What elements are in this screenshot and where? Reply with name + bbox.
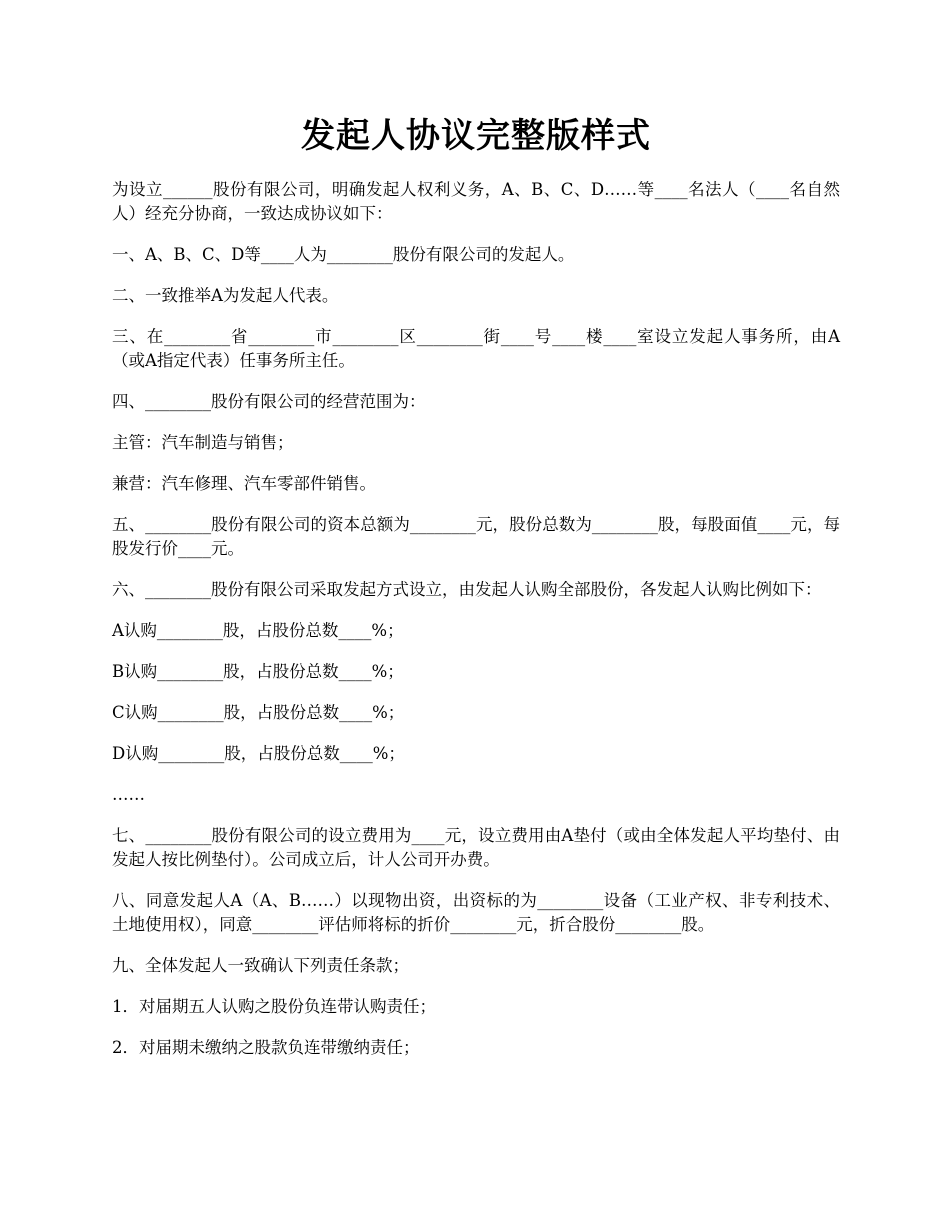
subscription-d: D认购________股，占股份总数____%； (112, 744, 405, 763)
clause-5: 五、________股份有限公司的资本总额为________元，股份总数为________股，每股面值____元，每股发行价____元。 (112, 515, 840, 558)
ellipsis-line: …… (112, 785, 145, 804)
clause-6: 六、________股份有限公司采取发起方式设立，由发起人认购全部股份，各发起人认购比例如下： (112, 580, 822, 599)
clause-2: 二、一致推举A为发起人代表。 (112, 286, 339, 305)
document-body (112, 178, 840, 1077)
clause-7: 七、________股份有限公司的设立费用为____元，设立费用由A垫付（或由全体发起人平均垫付、由发起人按比例垫付）。公司成立后，计人公司开办费。 (112, 826, 840, 869)
liability-item-1: 1．对届期五人认购之股份负连带认购责任； (112, 997, 436, 1016)
document-title: 发起人协议完整版样式 (301, 116, 651, 156)
clause-1: 一、A、B、C、D等____人为________股份有限公司的发起人。 (112, 245, 575, 264)
main-business: 主管：汽车制造与销售； (112, 433, 294, 452)
clause-8: 八、同意发起人A（A、B……）以现物出资，出资标的为________设备（工业产权、非专利技术、土地使用权），同意________评估师将标的折价________元，折合股份________股。 (112, 891, 840, 934)
side-business: 兼营：汽车修理、汽车零部件销售。 (112, 474, 376, 493)
clause-4: 四、________股份有限公司的经营范围为： (112, 392, 426, 411)
clause-3: 三、在________省________市________区________街____号____楼____室设立发起人事务所，由A（或A指定代表）任事务所主任。 (112, 327, 840, 370)
subscription-b: B认购________股，占股份总数____%； (112, 662, 404, 681)
liability-item-2: 2．对届期未缴纳之股款负连带缴纳责任； (112, 1038, 420, 1057)
clause-9: 九、全体发起人一致确认下列责任条款； (112, 956, 409, 975)
subscription-a: A认购________股，占股份总数____%； (112, 621, 404, 640)
subscription-c: C认购________股，占股份总数____%； (112, 703, 405, 722)
intro-paragraph: 为设立______股份有限公司，明确发起人权利义务，A、B、C、D……等____名法人（____名自然人）经充分协商，一致达成协议如下： (112, 180, 840, 223)
